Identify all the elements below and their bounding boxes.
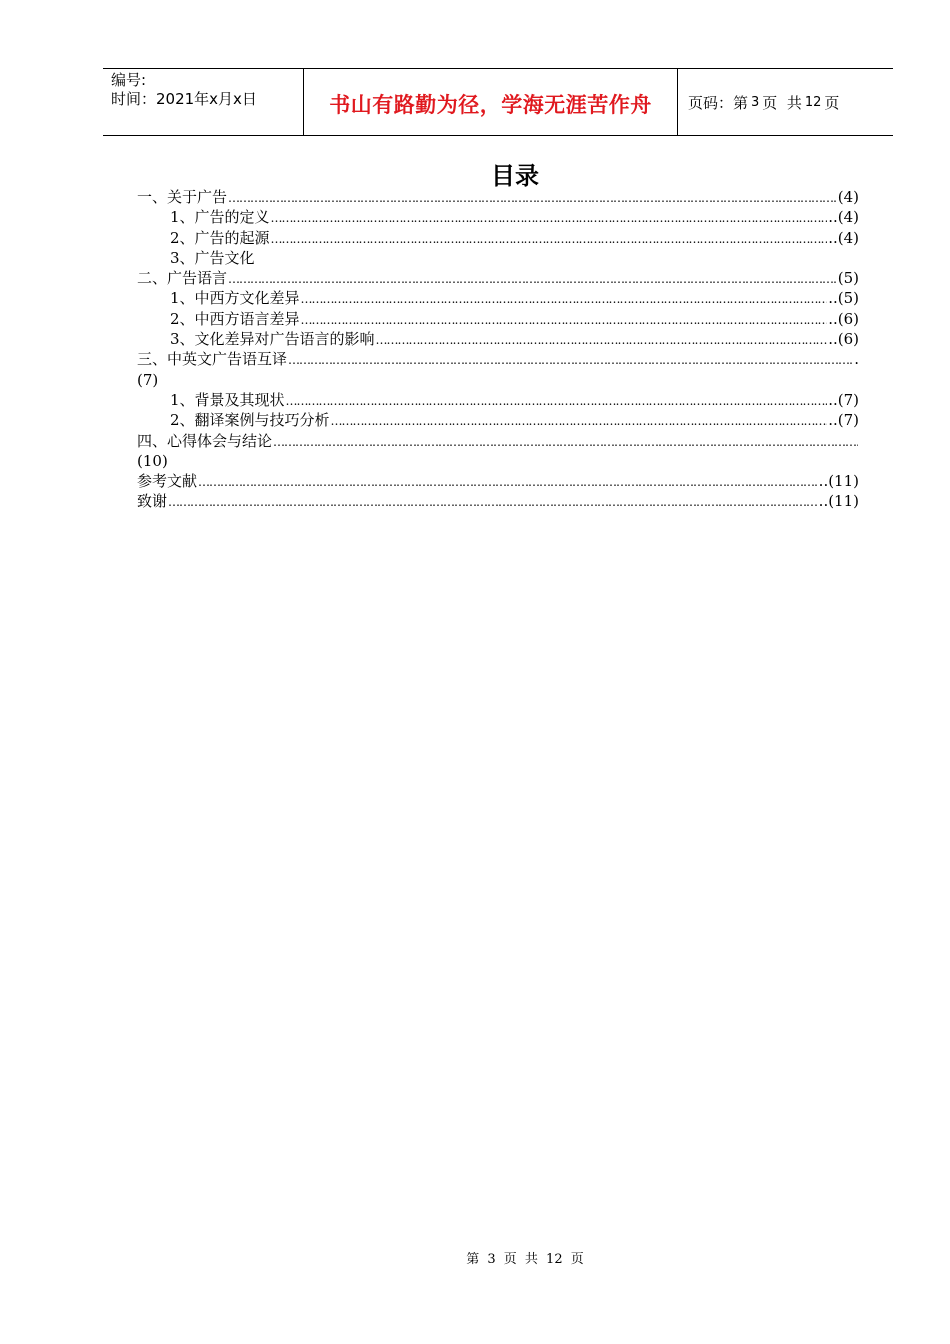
toc-leader-dots: [228, 188, 837, 208]
toc-entry-label: 2、翻译案例与技巧分析: [170, 411, 330, 430]
toc-entry-page: ..(7): [828, 390, 859, 409]
toc-entry[interactable]: [137, 349, 859, 369]
header-motto: 书山有路勤为径，学海无涯苦作舟: [329, 93, 652, 117]
toc-leader-dots: [273, 432, 858, 452]
toc-leader-dots: [301, 289, 828, 309]
toc-entry-label: 三、中英文广告语互译: [137, 350, 288, 369]
toc-entry[interactable]: [137, 288, 859, 308]
toc-entry-page: ..(6): [828, 309, 859, 328]
toc-entry-page: (5): [837, 269, 859, 288]
toc-leader-dots: [168, 492, 818, 512]
document-header: [103, 68, 893, 136]
toc-entry-label: 二、广告语言: [137, 269, 228, 288]
toc-entry-page: ..(5): [828, 289, 859, 308]
toc-leader-dots: [271, 229, 828, 249]
toc-entry-page: ..(4): [828, 208, 859, 227]
toc-entry-label: 1、背景及其现状: [170, 390, 285, 409]
toc-entry-page: ..(7): [828, 411, 859, 430]
document-number-label: 编号:: [111, 71, 147, 89]
toc-entry-label: 1、中西方文化差异: [170, 289, 300, 308]
toc-leader-dots: [331, 411, 828, 431]
toc-entry-page: ..(4): [828, 228, 859, 247]
toc-entry-page: (4): [837, 188, 859, 206]
toc-entry-page: ..(6): [828, 330, 859, 349]
toc-entry-page: ..(11): [818, 472, 859, 491]
toc-entry[interactable]: [137, 471, 859, 491]
toc-leader-dots: [301, 310, 828, 330]
toc-entry-page: .: [854, 350, 859, 369]
toc-entry-label: 3、文化差异对广告语言的影响: [170, 330, 375, 349]
toc-entry[interactable]: [137, 268, 859, 288]
toc-entry[interactable]: [137, 309, 859, 329]
toc-entry[interactable]: [137, 207, 859, 227]
header-page-cell: [678, 69, 893, 135]
toc-entry-label: 致谢: [137, 492, 168, 511]
page-current: 3: [751, 94, 760, 110]
toc-entry[interactable]: [137, 410, 859, 430]
page-label-prefix: 页码：第: [688, 93, 749, 112]
toc-entry-label: 2、广告的起源: [170, 228, 270, 247]
toc-entry[interactable]: [137, 187, 859, 207]
toc-entry-page-continuation: (10): [137, 451, 168, 470]
page-label-suffix: 页: [824, 93, 840, 112]
toc-entry-page-continuation: (7): [137, 370, 159, 389]
toc-entry[interactable]: [137, 390, 859, 410]
header-motto-cell: [304, 69, 678, 135]
table-of-contents: [137, 187, 859, 512]
toc-entry-label: 参考文献: [137, 472, 198, 491]
toc-title: 目录: [491, 162, 539, 190]
toc-entry-page: ..(11): [818, 492, 859, 511]
toc-entry-label: 一、关于广告: [137, 188, 228, 206]
toc-entry[interactable]: [137, 491, 859, 511]
toc-leader-dots: [286, 391, 828, 411]
toc-entry-label: 1、广告的定义: [170, 208, 270, 227]
toc-entry[interactable]: [137, 329, 859, 349]
toc-entry[interactable]: [137, 431, 859, 451]
toc-leader-dots: [376, 330, 828, 350]
page-footer: 第 3 页 共 12 页: [466, 1252, 584, 1267]
page-label-mid: 页 共: [762, 93, 802, 112]
toc-leader-dots: [198, 472, 818, 492]
toc-leader-dots: [288, 350, 853, 370]
page-total: 12: [804, 94, 822, 110]
toc-entry-label: 3、广告文化: [170, 248, 255, 267]
toc-entry[interactable]: [137, 248, 859, 268]
toc-entry-label: 四、心得体会与结论: [137, 431, 273, 450]
toc-entry-label: 2、中西方语言差异: [170, 309, 300, 328]
toc-leader-dots: [228, 269, 837, 289]
toc-leader-dots: [271, 208, 828, 228]
document-time-label: 时间：2021年x月x日: [111, 90, 257, 108]
toc-entry[interactable]: [137, 228, 859, 248]
header-meta-cell: [103, 69, 304, 135]
